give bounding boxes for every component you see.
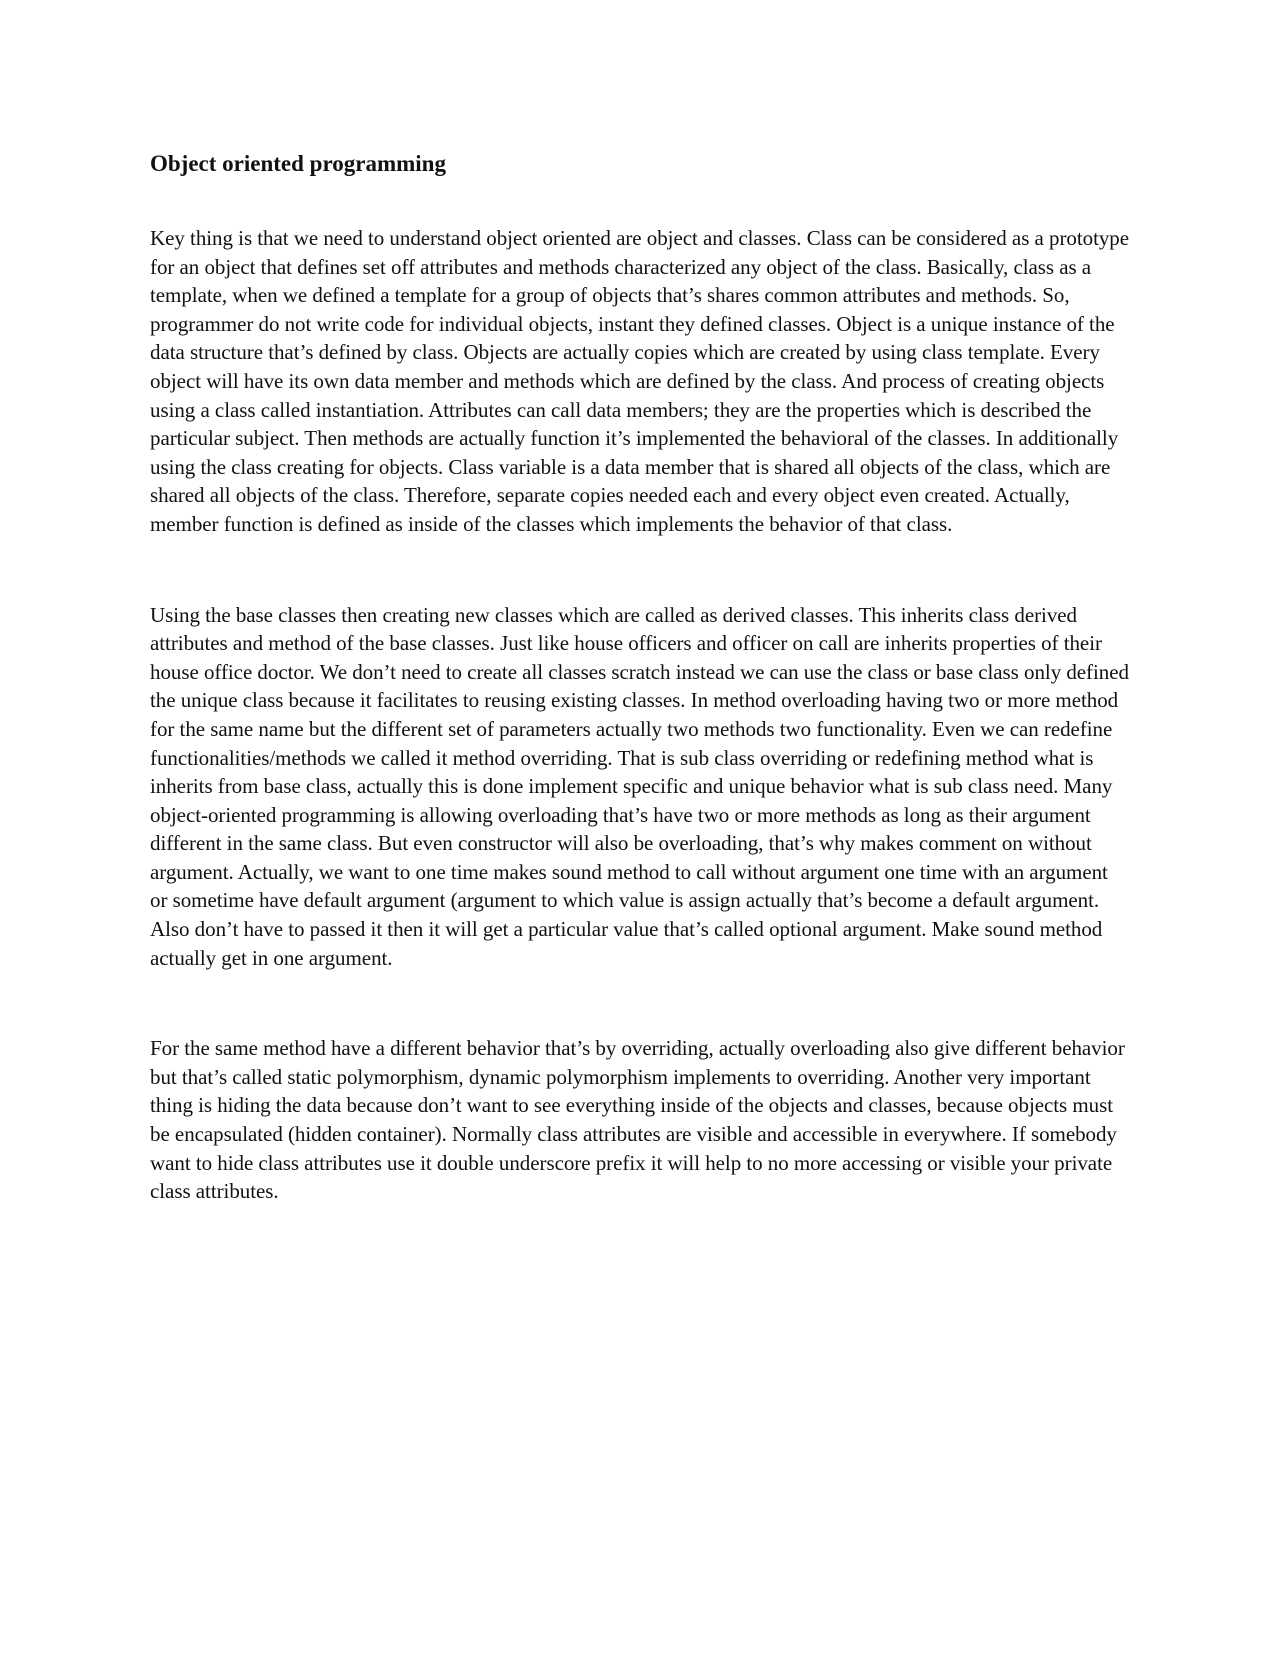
paragraph-polymorphism-encapsulation: For the same method have a different behavior that’s by overriding, actually overloading also give different behavior but that’s called static polymorphism, dynamic polymorphism implements to overriding. Another very important thing is hiding the data because don’t want to see everything inside of the objects and classes, because objects must be encapsulated (hidden container). Normally class attributes are visible and accessible in everywhere. If somebody want to hide class attributes use it double underscore prefix it will help to no more accessing or visible your private class attributes. [150, 1036, 1125, 1204]
document-title: Object oriented programming [150, 151, 446, 176]
paragraph-inheritance-overloading: Using the base classes then creating new classes which are called as derived classes. This inherits class derived attributes and method of the base classes. Just like house officers and officer on call are inherits properties of their house office doctor. We don’t need to create all classes scratch instead we can use the class or base class only defined the unique class because it facilitates to reusing existing classes. In method overloading having two or more method for the same name but the different set of parameters actually two methods two functionality. Even we can redefine functionalities/methods we called it method overriding. That is sub class overriding or redefining method what is inherits from base class, actually this is done implement specific and unique behavior what is sub class need. Many object-oriented programming is allowing overloading that’s have two or more methods as long as their argument different in the same class. But even constructor will also be overloading, that’s why makes comment on without argument. Actually, we want to one time makes sound method to call without argument one time with an argument or sometime have default argument (argument to which value is assign actually that’s become a default argument. Also don’t have to passed it then it will get a particular value that’s called optional argument. Make sound method actually get in one argument. [150, 602, 1129, 970]
document-body [150, 148, 1130, 1268]
paragraph-classes-objects: Key thing is that we need to understand object oriented are object and classes. Class can be considered as a prototype for an object that defines set off attributes and methods characterized any object of the class. Basically, class as a template, when we defined a template for a group of objects that’s shares common attributes and methods. So, programmer do not write code for individual objects, instant they defined classes. Object is a unique instance of the data structure that’s defined by class. Objects are actually copies which are created by using class template. Every object will have its own data member and methods which are defined by the class. And process of creating objects using a class called instantiation. Attributes can call data members; they are the properties which is described the particular subject. Then methods are actually function it’s implemented the behavioral of the classes. In additionally using the class creating for objects. Class variable is a data member that is shared all objects of the class, which are shared all objects of the class. Therefore, separate copies needed each and every object even created. Actually, member function is defined as inside of the classes which implements the behavior of that class. [150, 226, 1130, 536]
